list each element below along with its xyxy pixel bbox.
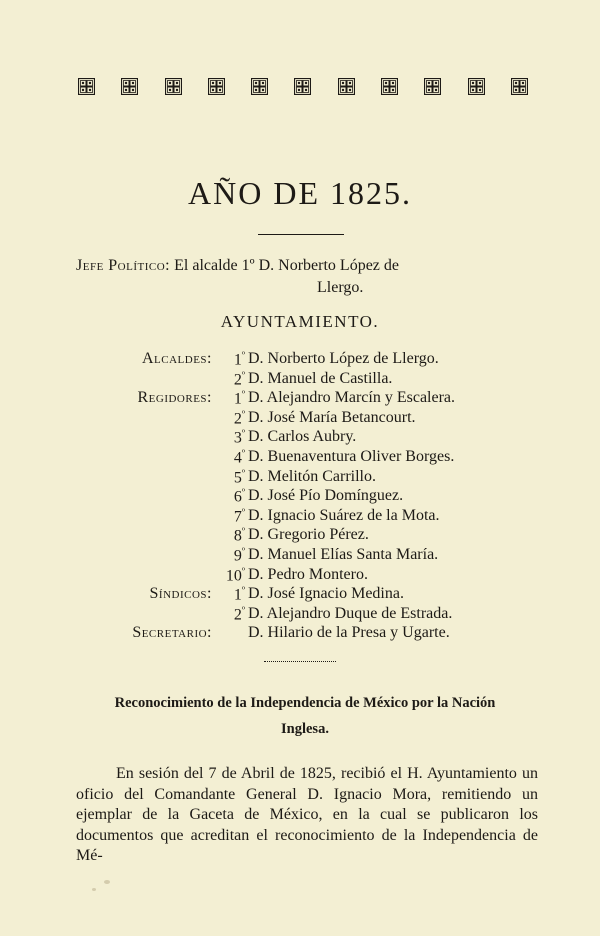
member-ordinal: $4^º$ <box>233 447 245 467</box>
member-row <box>0 605 600 625</box>
member-ordinal: $7^º$ <box>233 506 245 526</box>
member-role: Alcaldes: <box>142 350 212 367</box>
member-row <box>0 468 600 488</box>
member-row <box>0 350 600 370</box>
member-name: D. Manuel de Castilla. <box>248 369 393 387</box>
member-row <box>0 428 600 448</box>
member-name: D. Gregorio Pérez. <box>248 526 369 544</box>
member-ordinal: $9^º$ <box>233 545 245 565</box>
jefe-text-line2: Llergo. <box>317 279 364 296</box>
member-name: D. Alejandro Marcín y Escalera. <box>248 389 456 407</box>
cross-square-ornament-icon <box>511 78 528 95</box>
member-name: D. José María Betancourt. <box>248 408 416 426</box>
section-title <box>80 690 530 742</box>
member-ordinal: $6^º$ <box>233 487 245 506</box>
member-row <box>0 487 600 507</box>
member-name: D. José Pío Domínguez. <box>248 487 404 505</box>
member-row <box>0 448 600 468</box>
member-name: D. Carlos Aubry. <box>248 428 357 446</box>
paper-stain <box>104 880 110 884</box>
member-ordinal: $10^º$ <box>225 565 245 584</box>
member-name: D. Norberto López de Llergo. <box>248 350 439 367</box>
body-paragraph <box>76 764 538 867</box>
member-ordinal: $2^º$ <box>233 369 245 388</box>
member-name: D. Alejandro Duque de Estrada. <box>248 604 453 622</box>
member-row <box>0 507 600 527</box>
member-row <box>0 370 600 390</box>
member-row <box>0 624 600 644</box>
member-row <box>0 566 600 586</box>
member-role: Secretario: <box>132 624 212 642</box>
member-name: D. Buenaventura Oliver Borges. <box>248 447 455 465</box>
member-row <box>0 526 600 546</box>
member-name: D. Pedro Montero. <box>248 565 368 583</box>
cross-square-ornament-icon <box>208 78 225 95</box>
cross-square-ornament-icon <box>381 78 398 95</box>
cross-square-ornament-icon <box>294 78 311 95</box>
member-name: D. Melitón Carrillo. <box>248 467 376 485</box>
section-title-line1: Reconocimiento de la Independencia de México por la Nación <box>114 695 496 711</box>
member-role: Regidores: <box>137 389 212 407</box>
page-title: AÑO DE 1825. <box>188 175 412 211</box>
member-ordinal: $2^º$ <box>233 408 245 428</box>
member-ordinal: $5^º$ <box>233 467 245 486</box>
member-name: D. José Ignacio Medina. <box>248 585 404 603</box>
ornament-row <box>78 78 528 95</box>
member-row <box>0 409 600 429</box>
members-list <box>0 350 600 644</box>
cross-square-ornament-icon <box>121 78 138 95</box>
member-ordinal: $8^º$ <box>233 526 245 545</box>
jefe-text-line1: El alcalde 1º D. Norberto López de <box>174 257 399 274</box>
member-ordinal: $1^º$ <box>233 389 245 408</box>
title-divider <box>258 234 344 235</box>
member-name: D. Hilario de la Presa y Ugarte. <box>248 624 450 642</box>
body-text: En sesión del 7 de Abril de 1825, recibió el H. Ayuntamiento un oficio del Comandante General D. Ignacio Mora, remitiendo un ejemplar de la Gaceta de México, en la cual se publicaron los documentos que acreditan el reconocimiento de la Independencia de Mé- <box>76 765 538 864</box>
member-row <box>0 389 600 409</box>
section-title-line2: Inglesa. <box>281 721 329 737</box>
member-name: D. Manuel Elías Santa María. <box>248 545 439 563</box>
member-row <box>0 585 600 605</box>
cross-square-ornament-icon <box>78 78 95 95</box>
cross-square-ornament-icon <box>424 78 441 95</box>
member-ordinal: $3^º$ <box>233 428 245 447</box>
dotted-divider <box>264 661 336 662</box>
member-row <box>0 546 600 566</box>
cross-square-ornament-icon <box>165 78 182 95</box>
jefe-politico-paragraph <box>76 255 536 299</box>
cross-square-ornament-icon <box>338 78 355 95</box>
ayuntamiento-heading: AYUNTAMIENTO. <box>220 312 380 331</box>
member-name: D. Ignacio Suárez de la Mota. <box>248 506 440 524</box>
member-role: Síndicos: <box>149 585 212 603</box>
member-ordinal: $1^º$ <box>233 350 245 369</box>
paper-stain <box>92 888 96 891</box>
cross-square-ornament-icon <box>251 78 268 95</box>
jefe-label: Jefe Político: <box>76 257 171 274</box>
member-ordinal: $2^º$ <box>233 604 245 624</box>
cross-square-ornament-icon <box>468 78 485 95</box>
member-ordinal: $1^º$ <box>233 585 245 604</box>
